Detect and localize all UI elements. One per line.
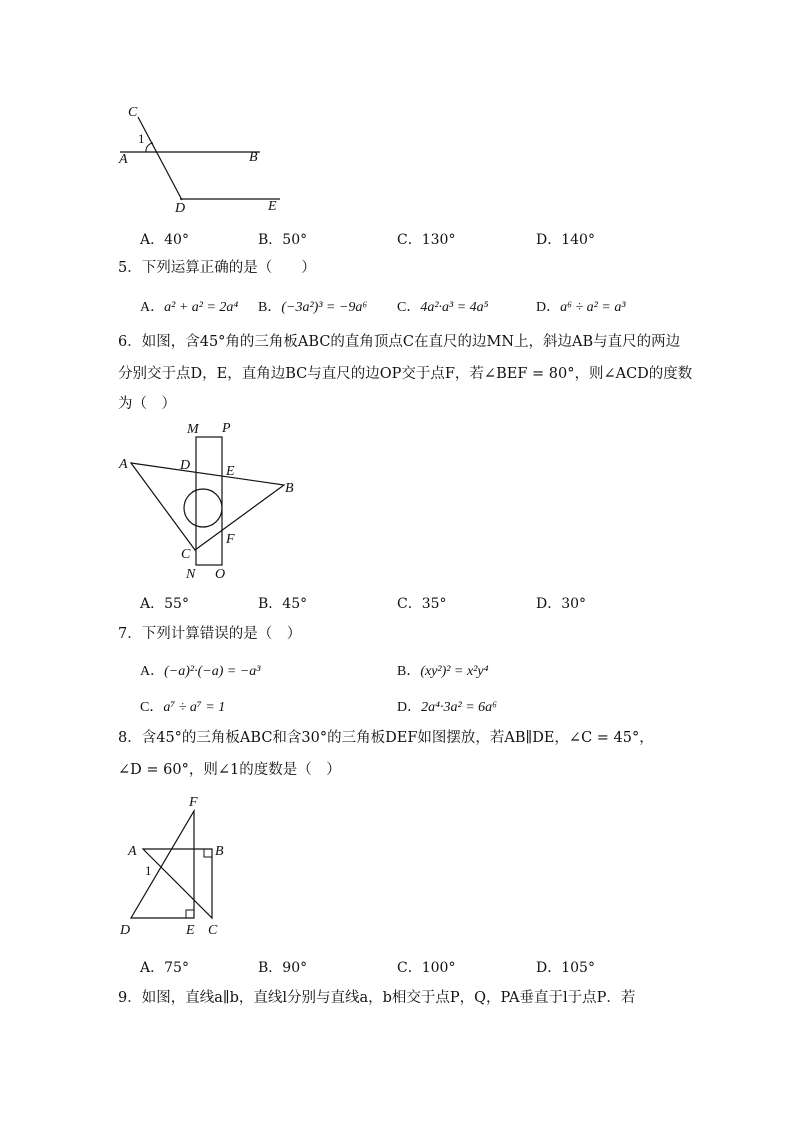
option-text: 40° [164, 232, 189, 248]
label-1: 1 [138, 131, 145, 146]
q7-option-a[interactable] [140, 660, 260, 680]
label-f: F [226, 532, 235, 547]
option-letter: C． [397, 596, 422, 612]
label-1: 1 [145, 863, 152, 878]
label-b: B [285, 481, 294, 496]
line-cd [138, 117, 182, 200]
option-letter: A． [140, 596, 165, 612]
option-letter: D． [397, 700, 422, 715]
triangle-def [131, 811, 194, 918]
q8-option-d[interactable] [536, 957, 595, 977]
option-text: (−3a²)³ = −9a⁶ [281, 300, 368, 315]
q5-option-c[interactable] [397, 296, 489, 316]
q9-stem-line1: 9．如图，直线a∥b，直线l分别与直线a，b相交于点P，Q，PA垂直于l于点P．若 [118, 990, 636, 1006]
option-text: 130° [421, 232, 456, 248]
label-p: P [222, 421, 231, 436]
option-letter: A． [140, 960, 165, 976]
label-a: A [128, 844, 137, 859]
q7-option-b[interactable] [397, 660, 488, 680]
q8-stem-line1: 8．含45°的三角板ABC和含30°的三角板DEF如图摆放，若AB∥DE，∠C = 45°， [118, 730, 654, 746]
option-letter: C． [397, 960, 422, 976]
option-letter: B． [258, 300, 282, 315]
q8-stem-line2: ∠D = 60°，则∠1的度数是（ ） [118, 762, 341, 778]
q6-option-c[interactable] [397, 593, 447, 613]
option-letter: D． [536, 960, 562, 976]
option-letter: B． [258, 960, 283, 976]
q5-option-d[interactable] [536, 296, 626, 316]
option-letter: A． [140, 300, 165, 315]
triangle-hole [184, 489, 222, 527]
option-text: 55° [164, 596, 189, 612]
q4-option-a[interactable] [140, 229, 189, 249]
q5-option-b[interactable] [258, 296, 367, 316]
option-text: a⁷ ÷ a⁷ = 1 [163, 700, 226, 715]
q4-option-d[interactable] [536, 229, 595, 249]
label-m: M [187, 422, 199, 437]
option-text: 45° [282, 596, 308, 612]
label-c: C [181, 547, 191, 562]
q4-option-c[interactable] [397, 229, 455, 249]
label-c: C [208, 923, 218, 938]
figure-q6 [110, 415, 310, 587]
q5-stem: 5．下列运算正确的是（ ） [118, 260, 316, 276]
option-letter: D． [536, 232, 562, 248]
label-c: C [128, 105, 138, 120]
option-letter: A． [140, 232, 165, 248]
option-text: a² + a² = 2a⁴ [164, 300, 239, 315]
option-text: 2a⁴·3a² = 6a⁶ [421, 700, 498, 715]
label-n: N [186, 567, 196, 582]
q6-option-b[interactable] [258, 593, 307, 613]
triangle-abc [131, 463, 284, 550]
q4-option-b[interactable] [258, 229, 307, 249]
q8-option-b[interactable] [258, 957, 307, 977]
q6-stem-line1: 6．如图，含45°角的三角板ABC的直角顶点C在直尺的边MN上，斜边AB与直尺的两边 [118, 334, 681, 350]
label-e: E [268, 199, 277, 214]
q6-option-d[interactable] [536, 593, 586, 613]
option-letter: B． [258, 232, 283, 248]
option-text: 30° [561, 596, 587, 612]
right-angle-b [204, 849, 212, 857]
q7-option-c[interactable] [140, 696, 225, 716]
option-letter: C． [140, 700, 164, 715]
label-a: A [119, 152, 128, 167]
q8-option-c[interactable] [397, 957, 455, 977]
triangle-abc [143, 849, 212, 918]
option-text: 90° [282, 960, 308, 976]
option-text: 4a²·a³ = 4a⁵ [420, 300, 489, 315]
figure-q8 [110, 785, 310, 945]
label-o: O [215, 567, 226, 582]
label-b: B [249, 150, 258, 165]
option-text: (xy²)² = x²y⁴ [420, 664, 489, 679]
option-letter: A． [140, 664, 165, 679]
option-text: 50° [282, 232, 308, 248]
option-text: (−a)²·(−a) = −a³ [164, 664, 261, 679]
option-text: 140° [561, 232, 595, 248]
option-letter: B． [258, 596, 283, 612]
label-b: B [215, 844, 224, 859]
option-letter: C． [397, 300, 421, 315]
figure-q4 [110, 95, 310, 220]
option-text: a⁶ ÷ a² = a³ [560, 300, 626, 315]
right-angle-e [186, 910, 194, 918]
q7-stem: 7．下列计算错误的是（ ） [118, 626, 302, 642]
q5-option-a[interactable] [140, 296, 238, 316]
label-e: E [226, 464, 235, 479]
label-a: A [119, 457, 128, 472]
option-text: 35° [421, 596, 447, 612]
q8-option-a[interactable] [140, 957, 189, 977]
label-d: D [180, 458, 191, 473]
q6-stem-line2: 分别交于点D，E，直角边BC与直尺的边OP交于点F，若∠BEF = 80°，则∠ACD的度数 [118, 366, 693, 382]
option-text: 75° [164, 960, 189, 976]
q7-option-d[interactable] [397, 696, 497, 716]
option-text: 100° [421, 960, 456, 976]
label-e: E [186, 923, 195, 938]
label-f: F [189, 795, 198, 810]
option-text: 105° [561, 960, 595, 976]
option-letter: B． [397, 664, 421, 679]
option-letter: D． [536, 300, 561, 315]
q6-option-a[interactable] [140, 593, 189, 613]
label-d: D [120, 923, 131, 938]
option-letter: C． [397, 232, 422, 248]
q6-stem-line3: 为（ ） [118, 396, 176, 412]
option-letter: D． [536, 596, 562, 612]
label-d: D [175, 201, 186, 216]
